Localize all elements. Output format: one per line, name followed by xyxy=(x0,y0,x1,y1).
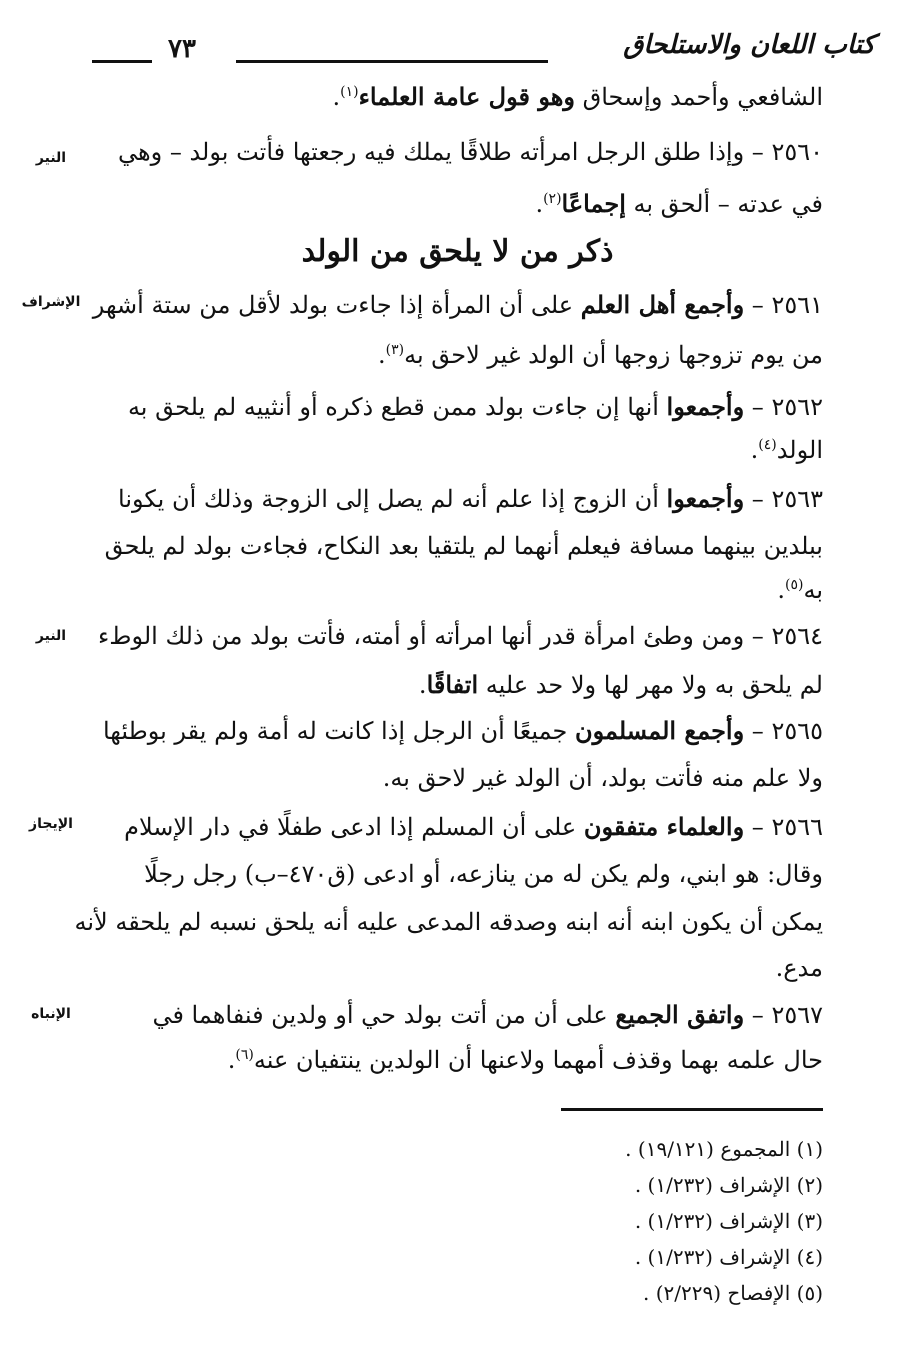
line-text: في عدته – ألحق به xyxy=(625,190,823,218)
footnote: (٣) الإشراف (١/٢٣٢) . xyxy=(634,1209,823,1233)
bold-phrase: واتفق الجميع xyxy=(615,1000,745,1029)
text-line xyxy=(92,1000,823,1029)
footnote-rule xyxy=(561,1108,823,1111)
bold-phrase: إجماعًا xyxy=(561,189,626,218)
line-punctuation: . xyxy=(750,436,759,464)
bold-phrase: وأجمع أهل العلم xyxy=(580,290,745,319)
line-text: أن الزوج إذا علم أنه لم يصل إلى الزوجة وذلك أن يكونا xyxy=(118,485,667,513)
footnote-ref[interactable]: (٥) xyxy=(784,577,804,593)
line-text: على أن المرأة إذا جاءت بولد لأقل من ستة أشهر xyxy=(92,291,581,319)
header-rule-left xyxy=(92,60,152,63)
line-text: ٢٥٦٤ – xyxy=(744,622,823,650)
text-line xyxy=(92,1046,823,1074)
line-text: ٢٥٦٦ – xyxy=(744,813,823,841)
margin-source-label: الإيجاز xyxy=(29,816,73,832)
bold-phrase: اتفاقًا xyxy=(426,670,479,699)
line-text: ٢٥٦١ – xyxy=(744,291,823,319)
line-punctuation: . xyxy=(332,83,341,111)
line-text: به xyxy=(803,576,823,604)
footnote: (٢) الإشراف (١/٢٣٢) . xyxy=(634,1173,823,1197)
page-number: ٧٣ xyxy=(168,34,196,64)
line-punctuation: . xyxy=(382,764,391,792)
line-text: وإذا طلق الرجل امرأته طلاقًا يملك فيه رجعتها فأتت بولد – وهي xyxy=(117,138,745,166)
line-text: ولا علم منه فأتت بولد، أن الولد غير لاحق به xyxy=(390,764,823,792)
bold-phrase: وأجمعوا xyxy=(666,484,745,513)
text-line xyxy=(92,860,823,888)
line-text: على أن من أتت بولد حي أو ولدين فنفاهما في xyxy=(152,1001,616,1029)
bold-phrase: وهو قول عامة العلماء xyxy=(358,82,575,111)
bold-phrase: وأجمعوا xyxy=(666,392,745,421)
footnote: (٤) الإشراف (١/٢٣٢) . xyxy=(634,1245,823,1269)
line-punctuation: . xyxy=(775,954,784,982)
header-rule-middle xyxy=(236,60,548,63)
margin-source-label: النير xyxy=(35,628,67,644)
footnote-ref[interactable]: (٦) xyxy=(235,1047,254,1063)
text-line xyxy=(92,484,823,513)
margin-source-label: الإشراف xyxy=(21,294,81,310)
text-line xyxy=(92,576,823,604)
line-text: الولد xyxy=(776,436,823,464)
line-text: ٢٥٦٥ – xyxy=(744,717,823,745)
line-text: ٢٥٦٣ – xyxy=(744,485,823,513)
text-line xyxy=(92,670,823,699)
text-line xyxy=(92,532,823,560)
text-line xyxy=(92,812,823,841)
text-line xyxy=(92,290,823,319)
text-line xyxy=(92,392,823,421)
line-text: ٢٥٦٧ – xyxy=(744,1001,823,1029)
line-text: ٢٥٦٢ – xyxy=(744,393,823,421)
line-text: حال علمه بهما وقذف أمهما ولاعنها أن الولدين ينتفيان عنه xyxy=(253,1046,823,1074)
line-text: يمكن أن يكون ابنه أنه ابنه وصدقه المدعى عليه أنه يلحق نسبه لم يلحقه لأنه xyxy=(74,908,823,936)
footnote: (١) المجموع (١٩/١٢١) . xyxy=(625,1137,823,1161)
line-text: على أن المسلم إذا ادعى طفلًا في دار الإسلام xyxy=(124,813,584,841)
text-line xyxy=(92,189,823,218)
text-line xyxy=(92,954,823,982)
line-text: من يوم تزوجها زوجها أن الولد غير لاحق به xyxy=(404,341,823,369)
line-text: ببلدين بينهما مسافة فيعلم أنهما لم يلتقيا بعد النكاح، فجاءت بولد لم يلحق xyxy=(104,532,823,560)
footnote: (٥) الإفصاح (٢/٢٢٩) . xyxy=(642,1281,823,1305)
section-heading: ذكر من لا يلحق من الولد xyxy=(301,234,614,269)
line-text: ومن وطئ امرأة قدر أنها امرأته أو أمته، فأتت بولد من ذلك الوطء xyxy=(97,622,745,650)
line-punctuation: . xyxy=(535,190,544,218)
bold-phrase: والعلماء متفقون xyxy=(583,812,745,841)
line-text: جميعًا أن الرجل إذا كانت له أمة ولم يقر بوطئها xyxy=(102,717,575,745)
text-line xyxy=(92,436,823,464)
line-text: لم يلحق به ولا مهر لها ولا حد عليه xyxy=(478,671,823,699)
line-text: مدع xyxy=(783,954,823,982)
line-punctuation: . xyxy=(227,1046,236,1074)
text-line xyxy=(92,764,823,792)
margin-source-label: الإنباه xyxy=(31,1006,71,1022)
footnote-ref[interactable]: (٤) xyxy=(758,437,777,453)
margin-source-label: النير xyxy=(35,150,67,166)
line-text: وقال: هو ابني، ولم يكن له من ينازعه، أو ادعى (ق٤٧٠–ب) رجل رجلًا xyxy=(144,860,823,888)
text-line xyxy=(92,82,823,111)
line-punctuation: . xyxy=(777,576,785,604)
text-line xyxy=(92,622,823,650)
footnote-ref[interactable]: (٣) xyxy=(385,342,405,358)
bold-phrase: وأجمع المسلمون xyxy=(574,716,745,745)
line-text: ٢٥٦٠ – xyxy=(744,138,823,166)
text-line xyxy=(92,716,823,745)
line-text: أنها إن جاءت بولد ممن قطع ذكره أو أنثييه لم يلحق به xyxy=(127,393,667,421)
footnote-ref[interactable]: (٢) xyxy=(543,191,562,207)
text-line xyxy=(92,341,823,369)
line-punctuation: . xyxy=(418,671,427,699)
text-line xyxy=(92,138,823,166)
line-text: الشافعي وأحمد وإسحاق xyxy=(574,83,823,111)
line-punctuation: . xyxy=(377,341,386,369)
text-line xyxy=(74,908,823,936)
footnote-ref[interactable]: (١) xyxy=(340,84,359,100)
running-header-title: كتاب اللعان والاستلحاق xyxy=(623,30,875,60)
